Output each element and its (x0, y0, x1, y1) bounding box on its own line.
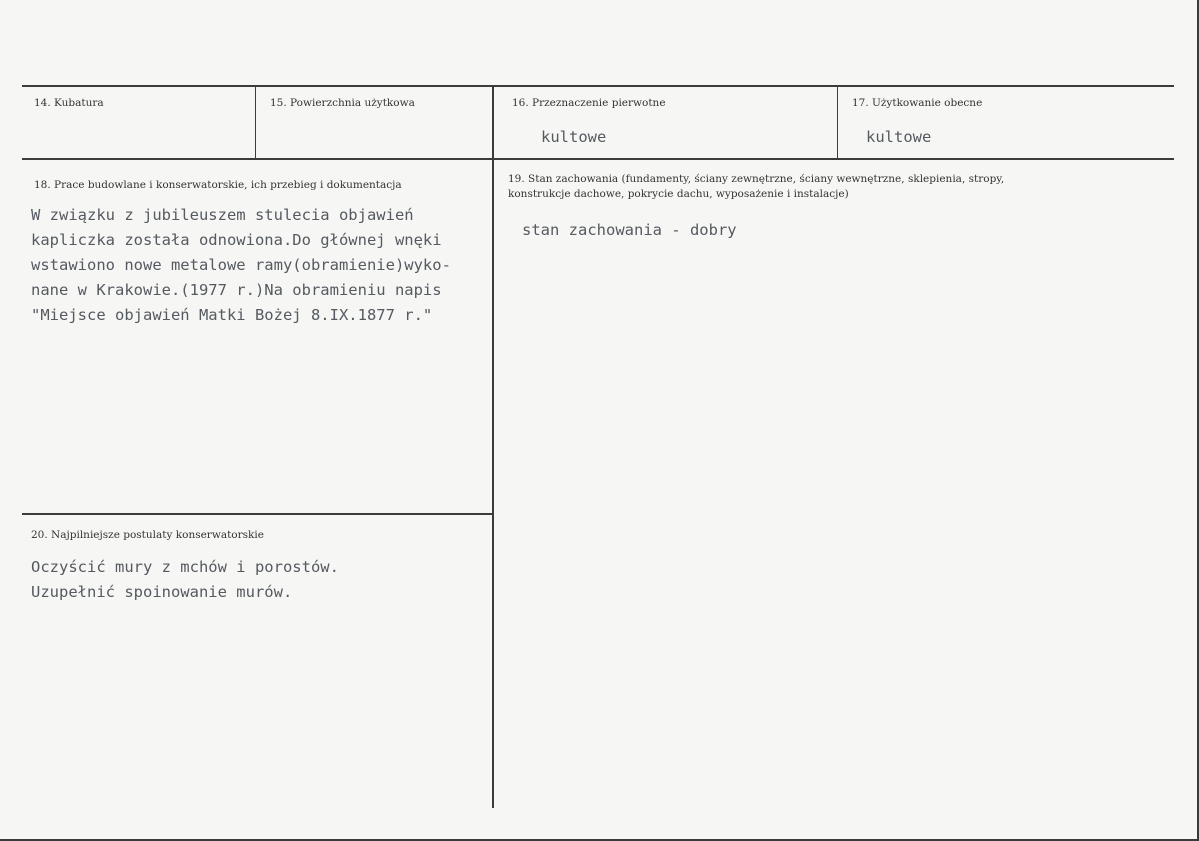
field-16-label: 16. Przeznaczenie pierwotne (512, 97, 666, 109)
field-17-label: 17. Użytkowanie obecne (852, 97, 983, 109)
field-18-line: nane w Krakowie.(1977 r.)Na obramieniu napis (31, 281, 442, 299)
field-19-value: stan zachowania - dobry (522, 221, 737, 239)
divider-18-20 (22, 513, 493, 515)
field-20-label: 20. Najpilniejsze postulaty konserwatorskie (31, 529, 264, 541)
field-20-line: Oczyścić mury z mchów i porostów. (31, 558, 339, 576)
field-20-text (31, 555, 339, 605)
field-14-label: 14. Kubatura (34, 97, 104, 109)
field-19-label-line2: konstrukcje dachowe, pokrycie dachu, wyposażenie i instalacje) (508, 188, 849, 200)
field-15-label: 15. Powierzchnia użytkowa (270, 97, 415, 109)
field-18-line: kapliczka została odnowiona.Do głównej wnęki (31, 231, 442, 249)
row1-bottom-rule (22, 158, 1174, 160)
field-17-value: kultowe (866, 128, 932, 146)
divider-14-15 (255, 86, 256, 159)
field-20-line: Uzupełnić spoinowanie murów. (31, 583, 293, 601)
field-16-value: kultowe (541, 128, 607, 146)
divider-16-17 (837, 86, 838, 159)
field-18-line: W związku z jubileuszem stulecia objawień (31, 206, 414, 224)
divider-15-16 (492, 86, 494, 808)
field-18-line: wstawiono nowe metalowe ramy(obramienie)wyko- (31, 256, 451, 274)
field-18-text (31, 203, 451, 328)
top-rule (22, 85, 1174, 87)
field-19-label-line1: 19. Stan zachowania (fundamenty, ściany zewnętrzne, ściany wewnętrzne, sklepienia, stropy, (508, 173, 1005, 185)
field-18-label: 18. Prace budowlane i konserwatorskie, ich przebieg i dokumentacja (34, 179, 402, 191)
field-18-line: "Miejsce objawień Matki Bożej 8.IX.1877 r." (31, 306, 433, 324)
